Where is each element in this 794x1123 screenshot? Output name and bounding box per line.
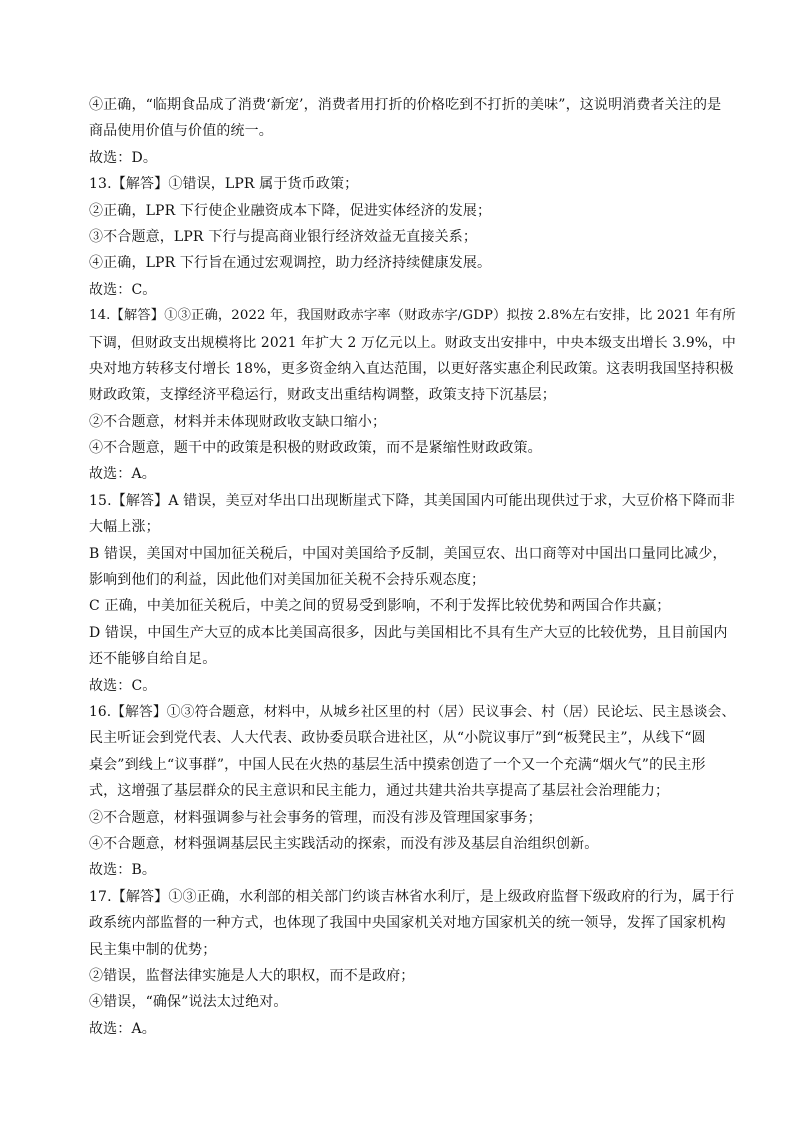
text-line: 还不能够自给自足。 xyxy=(89,651,217,668)
text-line: 商品使用价值与价值的统一。 xyxy=(89,123,273,140)
text-line: B 错误，美国对中国加征关税后，中国对美国给予反制，美国豆农、出口商等对中国出口量同比减少， xyxy=(89,545,727,562)
question-17-heading: 17.【解答】①③正确，水利部的相关部门约谈吉林省水利厅，是上级政府监督下级政府的行为，属于行 xyxy=(89,888,735,905)
text-line: ③不合题意，LPR 下行与提高商业银行经济效益无直接关系； xyxy=(89,228,478,245)
text-line: ②不合题意，材料强调参与社会事务的管理，而没有涉及管理国家事务； xyxy=(89,809,542,826)
text-line: ②错误，监督法律实施是人大的职权，而不是政府； xyxy=(89,967,415,984)
answer-choice-line: 故选：C。 xyxy=(89,281,157,298)
question-13-heading: 13.【解答】①错误，LPR 属于货币政策； xyxy=(89,176,359,193)
text-line: ④不合题意，题干中的政策是积极的财政政策，而不是紧缩性财政政策。 xyxy=(89,440,542,457)
text-line: 影响到他们的利益，因此他们对美国加征关税不会持乐观态度； xyxy=(89,572,486,589)
text-line: 政系统内部监督的一种方式，也体现了我国中央国家机关对地方国家机关的统一领导，发挥了国家机构 xyxy=(89,915,726,932)
text-line: 央对地方转移支付增长 18%，更多资金纳入直达范围，以更好落实惠企利民政策。这表明我国坚持积极 xyxy=(89,360,734,377)
text-line: 式，这增强了基层群众的民主意识和民主能力，通过共建共治共享提高了基层社会治理能力； xyxy=(89,783,670,800)
text-line: 大幅上涨； xyxy=(89,519,160,536)
answer-choice-line: 故选：C。 xyxy=(89,677,157,694)
text-line: 民主集中制的优势； xyxy=(89,941,217,958)
text-line: 财政政策，支撑经济平稳运行，财政支出重结构调整，政策支持下沉基层； xyxy=(89,387,556,404)
text-line: ④不合题意，材料强调基层民主实践活动的探索，而没有涉及基层自治组织创新。 xyxy=(89,835,599,852)
text-line: 桌会”到线上“议事群”，中国人民在火热的基层生活中摸索创造了一个又一个充满“烟火气”的民主形 xyxy=(89,756,706,773)
text-line: ④正确，LPR 下行旨在通过宏观调控，助力经济持续健康发展。 xyxy=(89,255,492,272)
answer-choice-line: 故选：A。 xyxy=(89,1020,156,1037)
answer-choice-line: 故选：D。 xyxy=(89,149,157,166)
question-14-heading: 14.【解答】①③正确，2022 年，我国财政赤字率（财政赤字/GDP）拟按 2.8%左右安排，比 2021 年有所 xyxy=(89,308,736,324)
text-line: ④错误，“确保”说法太过绝对。 xyxy=(89,994,288,1011)
text-line: ②不合题意，材料并未体现财政收支缺口缩小； xyxy=(89,413,387,430)
answer-choice-line: 故选：A。 xyxy=(89,466,156,483)
question-15-heading: 15.【解答】A 错误，美豆对华出口出现断崖式下降，其美国国内可能出现供过于求，大豆价格下降而非 xyxy=(89,492,736,509)
answer-choice-line: 故选：B。 xyxy=(89,862,157,879)
text-line: ④正确，“临期食品成了消费‘新宠’，消费者用打折的价格吃到不打折的美味”，这说明消费者关注的是 xyxy=(89,97,722,113)
question-16-heading: 16.【解答】①③符合题意，材料中，从城乡社区里的村（居）民议事会、村（居）民论坛、民主恳谈会、 xyxy=(89,703,736,720)
text-line: C 正确，中美加征关税后，中美之间的贸易受到影响，不利于发挥比较优势和两国合作共赢； xyxy=(89,598,671,615)
text-line: D 错误，中国生产大豆的成本比美国高很多，因此与美国相比不具有生产大豆的比较优势，且目前国内 xyxy=(89,624,728,641)
text-line: 民主听证会到党代表、人大代表、政协委员联合进社区，从“小院议事厅”到“板凳民主”，从线下“圆 xyxy=(89,730,706,747)
text-line: 下调，但财政支出规模将比 2021 年扩大 2 万亿元以上。财政支出安排中，中央本级支出增长 3.9%，中 xyxy=(89,334,736,351)
answer-explanations xyxy=(89,92,739,1042)
text-line: ②正确，LPR 下行使企业融资成本下降，促进实体经济的发展； xyxy=(89,202,492,219)
